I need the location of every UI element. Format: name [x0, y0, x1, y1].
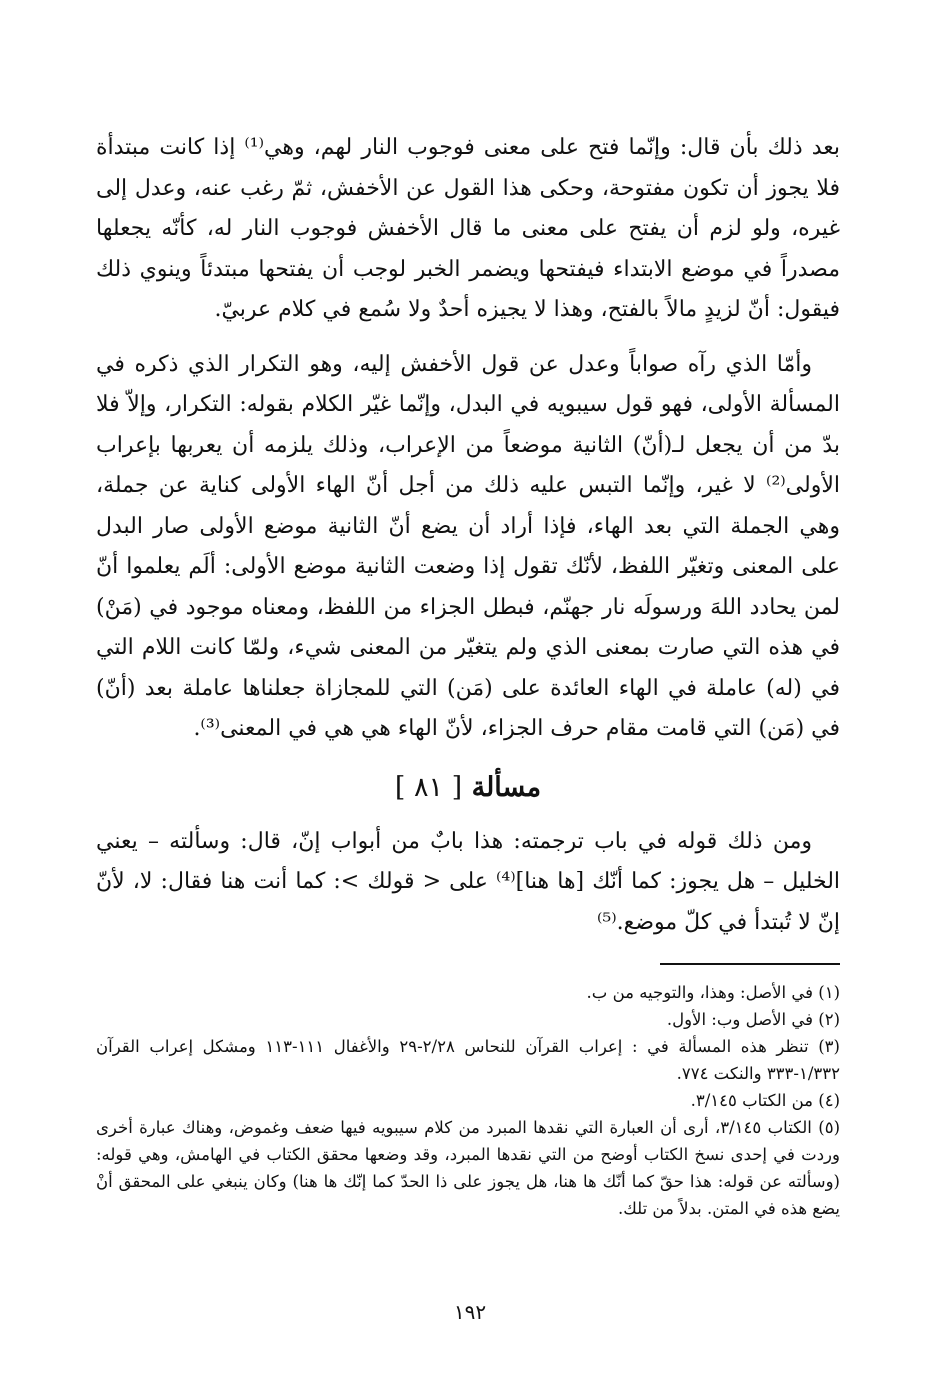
section-heading-number: [ ٨١ ] [394, 771, 463, 803]
footnotes-divider [660, 963, 840, 965]
paragraph-1: بعد ذلك بأن قال: وإنّما فتح على معنى فوجوب النار لهم، وهي⁽¹⁾ إذا كانت مبتدأة فلا يجوز أن تكون مفتوحة، وحكى هذا القول عن الأخفش، ثمّ رغب عنه، وعدل إلى غيره، ولو لزم أن يفتح على معنى ما قال الأخفش فوجوب النار له، كأنّه يجعلها مصدراً في موضع الابتداء فيفتحها ويضمر الخبر لوجب أن يفتحها مبتدئاً وينوي ذلك فيقول: أنّ لزيدٍ مالاً بالفتح، وهذا لا يجيزه أحدٌ ولا سُمع في كلام عربيّ. [96, 135, 840, 322]
footnote-4: (٤) من الكتاب ٣/١٤٥. [690, 1091, 840, 1110]
main-text [96, 128, 840, 943]
footnote-3: (٣) تنظر هذه المسألة في : إعراب القرآن للنحاس ٢/٢٨-٢٩ والأغفال ١١١-١١٣ ومشكل إعراب القرآن ١/٣٣٢-٣٣٣ والنكت ٧٧٤. [96, 1037, 840, 1083]
page-number: ١٩٢ [453, 1300, 487, 1324]
paragraph-3: ومن ذلك قوله في باب ترجمته: هذا بابٌ من أبواب إنّ، قال: وسألته – يعني الخليل – هل يجوز: كما أنّك [ها هنا]⁽⁴⁾ على < قولك >: كما أنت هنا فقال: لا، لأنّ إنّ لا تُبتدأ في كلّ موضع.⁽⁵⁾ [96, 828, 841, 935]
footnote-1: (١) في الأصل: وهذا، والتوجيه من ب. [586, 983, 840, 1002]
section-heading-title: مسألة [471, 771, 542, 803]
footnote-2: (٢) في الأصل وب: الأول. [666, 1010, 840, 1029]
footnote-5: (٥) الكتاب ٣/١٤٥، أرى أن العبارة التي نقدها المبرد من كلام سيبويه فيها ضعف وغموض، وهناك عبارة أخرى وردت في إحدى نسخ الكتاب أوضح من التي نقدها المبرد، وقد وضعها محقق الكتاب في الهامش، وهي قوله:(وسألته عن قوله: هذا حقّ كما أنّك ها هنا، هل يجوز على ذا الحدّ كما إنّك ها هنا) وكان ينبغي على المحقق أنْ يضع هذه في المتن. بدلاً من تلك. [96, 1118, 840, 1218]
footnotes [96, 979, 840, 1222]
paragraph-2: وأمّا الذي رآه صواباً وعدل عن قول الأخفش إليه، وهو التكرار الذي ذكره في المسألة الأولى، فهو قول سيبويه في البدل، وإنّما غيّر الكلام بقوله: التكرار، وإلاّ فلا بدّ من أن يجعل لـ(أنّ) الثانية موضعاً من الإعراب، وذلك يلزمه أن يعربها بإعراب الأولى⁽²⁾ لا غير، وإنّما التبس عليه ذلك من أجل أنّ الهاء الأولى كناية عن جملة، وهي الجملة التي بعد الهاء، فإذا أراد أن يضع أنّ الثانية موضع الأولى صار البدل على المعنى وتغيّر اللفظ، لأنّك تقول إذا وضعت الثانية موضع الأولى: ألَم يعلموا أنّ لمن يحادد اللهَ ورسولَه نار جهنّم، فبطل الجزاء من اللفظ، ومعناه موجود في (مَنْ) في هذه التي صارت بمعنى الذي ولم يتغيّر من المعنى شيء، ولمّا كانت اللام التي في (له) عاملة في الهاء العائدة على (مَن) التي للمجازاة جعلناها عاملة بعد (أنّ) في (مَن) التي قامت مقام حرف الجزاء، لأنّ الهاء هي هي في المعنى⁽³⁾. [96, 351, 840, 741]
section-heading [96, 764, 840, 812]
